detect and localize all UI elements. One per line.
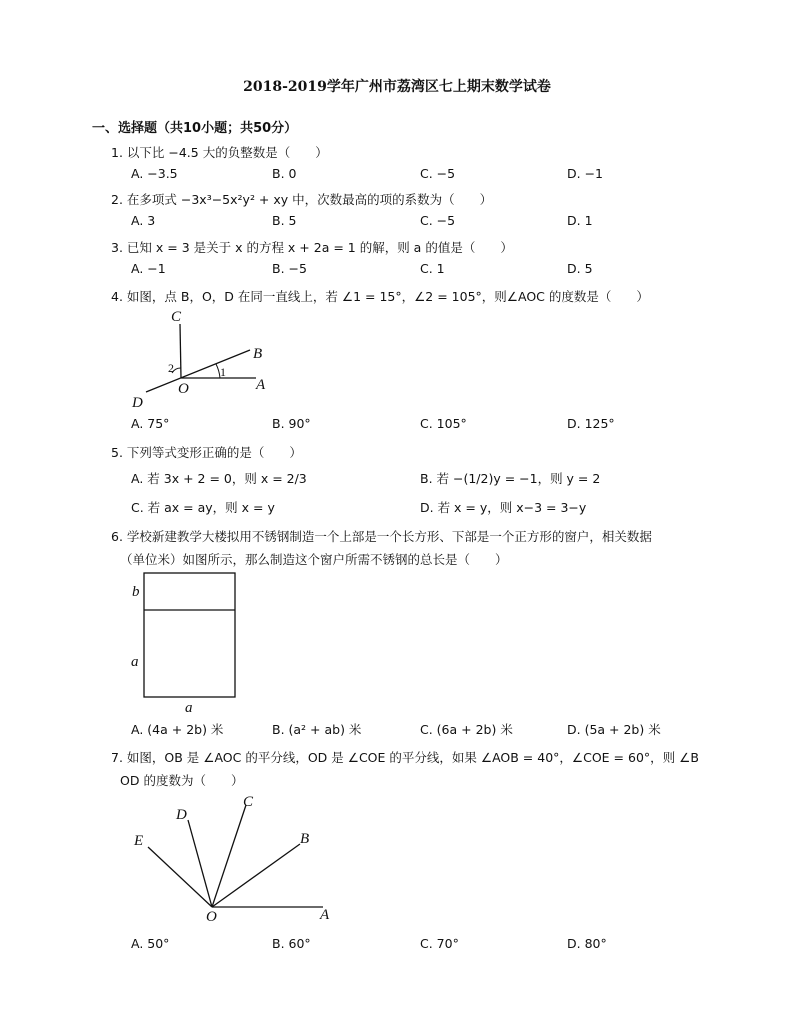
q1-option-a: A. −3.5 (131, 166, 178, 181)
label-a: A (256, 377, 266, 393)
q3-option-a: A. −1 (131, 261, 166, 276)
q6-option-b: B. (a² + ab) 米 (272, 722, 362, 737)
q3-option-b: B. −5 (272, 261, 307, 276)
q4-option-d: D. 125° (567, 416, 615, 431)
label-a-bottom: a (185, 700, 193, 716)
question-5-stem: 5. 下列等式变形正确的是（ ） (111, 445, 302, 460)
label-b: B (300, 831, 310, 847)
q2-option-a: A. 3 (131, 213, 156, 228)
q1-option-b: B. 0 (272, 166, 297, 181)
label-angle-1: 1 (220, 365, 226, 379)
window-figure-q6 (128, 568, 243, 716)
label-b: B (253, 346, 263, 362)
q5-option-b: B. 若 −(1/2)y = −1，则 y = 2 (420, 471, 601, 486)
section-heading: 一、选择题（共10小题；共50分） (92, 121, 298, 136)
question-7-stem-line1: 7. 如图，OB 是 ∠AOC 的平分线，OD 是 ∠COE 的平分线，如果 ∠AOB = 40°，∠COE = 60°，则 ∠B (111, 750, 699, 765)
label-b: b (132, 584, 140, 600)
q3-option-d: D. 5 (567, 261, 593, 276)
q7-option-b: B. 60° (272, 936, 311, 951)
label-o: O (178, 381, 189, 397)
question-4-stem: 4. 如图，点 B，O，D 在同一直线上，若 ∠1 = 15°，∠2 = 105°，则∠AOC 的度数是（ ） (111, 289, 649, 304)
angle-figure-q7 (128, 790, 343, 925)
q2-option-b: B. 5 (272, 213, 297, 228)
label-o: O (206, 909, 217, 925)
page-title: 2018-2019学年广州市荔湾区七上期末数学试卷 (243, 79, 551, 95)
q7-option-a: A. 50° (131, 936, 170, 951)
q4-option-c: C. 105° (420, 416, 467, 431)
q1-option-c: C. −5 (420, 166, 456, 181)
label-angle-2: 2 (168, 361, 174, 375)
label-a-side: a (131, 654, 139, 670)
question-2-stem: 2. 在多项式 −3x³−5x²y² + xy 中，次数最高的项的系数为（ ） (111, 192, 493, 207)
q2-option-d: D. 1 (567, 213, 593, 228)
label-d: D (132, 395, 143, 411)
question-6-stem-line2: （单位米）如图所示，那么制造这个窗户所需不锈钢的总长是（ ） (120, 552, 508, 567)
q2-option-c: C. −5 (420, 213, 456, 228)
label-e: E (134, 833, 144, 849)
label-a: A (320, 907, 330, 923)
q4-option-b: B. 90° (272, 416, 311, 431)
label-c: C (243, 794, 254, 810)
question-1-stem: 1. 以下比 −4.5 大的负整数是（ ） (111, 145, 328, 160)
q6-option-a: A. (4a + 2b) 米 (131, 722, 224, 737)
q5-option-c: C. 若 ax = ay，则 x = y (131, 500, 275, 515)
label-c: C (171, 309, 182, 325)
q5-option-d: D. 若 x = y，则 x−3 = 3−y (420, 500, 587, 515)
question-6-stem-line1: 6. 学校新建教学大楼拟用不锈钢制造一个上部是一个长方形、下部是一个正方形的窗户，相关数据 (111, 529, 652, 544)
q7-option-c: C. 70° (420, 936, 459, 951)
label-d: D (176, 807, 187, 823)
angle-figure-q4 (128, 306, 278, 411)
question-3-stem: 3. 已知 x = 3 是关于 x 的方程 x + 2a = 1 的解，则 a 的值是（ ） (111, 240, 513, 255)
q6-option-c: C. (6a + 2b) 米 (420, 722, 513, 737)
q3-option-c: C. 1 (420, 261, 445, 276)
q1-option-d: D. −1 (567, 166, 603, 181)
question-7-stem-line2: OD 的度数为（ ） (120, 773, 244, 788)
q6-option-d: D. (5a + 2b) 米 (567, 722, 661, 737)
q4-option-a: A. 75° (131, 416, 170, 431)
q7-option-d: D. 80° (567, 936, 607, 951)
q5-option-a: A. 若 3x + 2 = 0，则 x = 2/3 (131, 471, 307, 486)
